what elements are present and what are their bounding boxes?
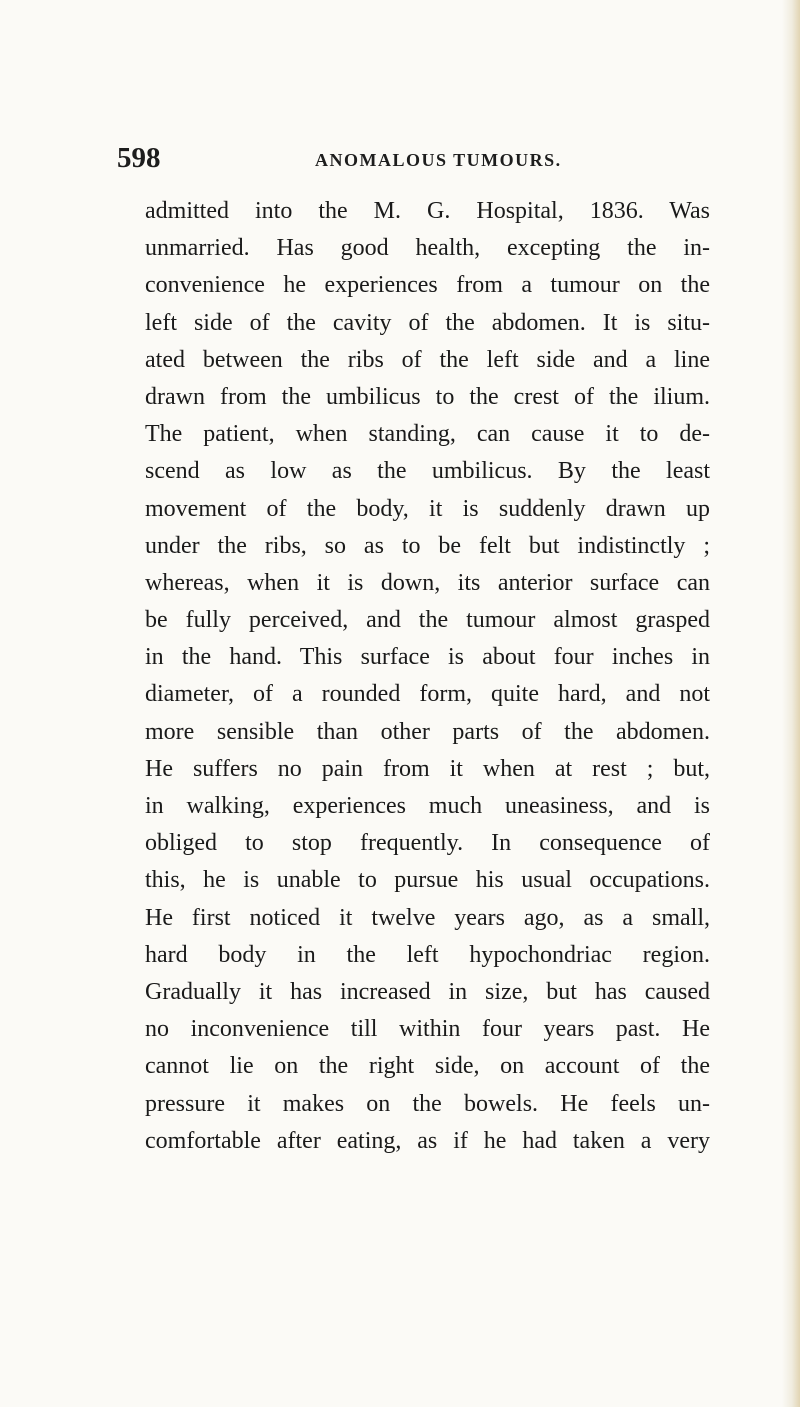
text-line: whereas, when it is down, its anterior surface can [145,569,710,596]
text-line: movement of the body, it is suddenly drawn up [145,495,710,522]
text-line: He suffers no pain from it when at rest ; but, [145,755,710,782]
text-line: scend as low as the umbilicus. By the least [145,458,710,485]
text-line: ated between the ribs of the left side and a line [145,346,710,373]
page-edge-shading [782,0,800,1407]
text-line: cannot lie on the right side, on account of the [145,1053,710,1080]
text-line: obliged to stop frequently. In consequence of [145,830,710,857]
page-number: 598 [117,142,161,174]
text-line: He first noticed it twelve years ago, as a small, [145,904,710,931]
text-line: in the hand. This surface is about four inches in [145,644,710,671]
running-title: ANOMALOUS TUMOURS. [315,150,562,170]
text-line: Gradually it has increased in size, but has caused [145,978,710,1005]
text-line: this, he is unable to pursue his usual occupations. [145,867,710,894]
page-header [117,137,677,177]
body-text [145,193,710,1160]
text-line: be fully perceived, and the tumour almost grasped [145,607,710,634]
text-line: convenience he experiences from a tumour on the [145,272,710,299]
text-line: hard body in the left hypochondriac region. [145,941,710,968]
text-line: under the ribs, so as to be felt but indistinctly ; [145,532,710,559]
text-line: The patient, when standing, can cause it to de- [145,421,710,448]
text-line: more sensible than other parts of the abdomen. [145,718,710,745]
text-line: diameter, of a rounded form, quite hard, and not [145,681,710,708]
text-line: drawn from the umbilicus to the crest of the ilium. [145,383,710,410]
text-line: in walking, experiences much uneasiness, and is [145,793,710,819]
text-line: admitted into the M. G. Hospital, 1836. Was [145,198,710,224]
text-line: pressure it makes on the bowels. He feels un- [145,1090,710,1117]
text-line: comfortable after eating, as if he had taken a very [145,1127,710,1154]
text-line: unmarried. Has good health, excepting the in- [145,235,710,262]
text-line: left side of the cavity of the abdomen. It is situ- [145,309,710,336]
text-line: no inconvenience till within four years past. He [145,1016,710,1043]
